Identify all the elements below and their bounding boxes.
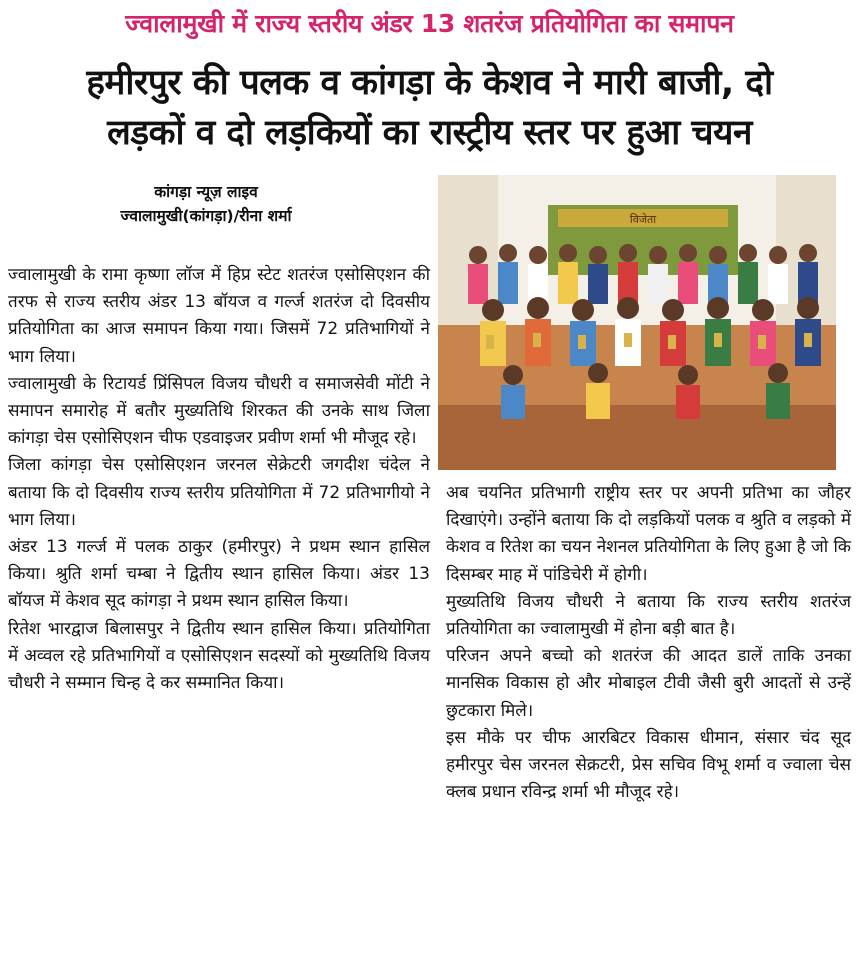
byline (16, 180, 396, 228)
headline-line-2: लड़कों व दो लड़कियों का रास्ट्रीय स्तर पर हुआ चयन (107, 113, 752, 153)
stage-banner-text: विजेता (629, 213, 657, 226)
article-paragraph: परिजन अपने बच्चो को शतरंज की आदत डालें ताकि उनका मानसिक विकास हो और मोबाइल टीवी जैसी बुरी आदतों से उन्हें छुटकारा मिले। (446, 646, 851, 721)
article-paragraph: मुख्यतिथि विजय चौधरी ने बताया कि राज्य स्तरीय शतरंज प्रतियोगिता का ज्वालामुखी में होना बड़ी बात है। (446, 591, 851, 640)
article-column-left (8, 262, 430, 697)
group-photo (438, 175, 836, 470)
main-headline (0, 58, 859, 158)
article-paragraph: इस मौके पर चीफ आरबिटर विकास धीमान, संसार चंद सूद हमीरपुर चेस जरनल सेक्रटरी, प्रेस सचिव विभू शर्मा व ज्वाला चेस क्लब प्रधान रविन्द्र शर्मा भी मौजूद रहे। (446, 727, 851, 803)
group-photo-illustration (438, 175, 836, 470)
kicker-headline: ज्वालामुखी में राज्य स्तरीय अंडर 13 शतरंज प्रतियोगिता का समापन (125, 9, 734, 38)
article-paragraph: ज्वालामुखी के रिटायर्ड प्रिंसिपल विजय चौधरी व समाजसेवी मोंटी ने समापन समारोह में बतौर मुख्यतिथि शिरकत की उनके साथ जिला कांगड़ा चेस एसोसिएशन चीफ एडवाइजर प्रवीण शर्मा भी मौजूद रहे। (8, 373, 430, 449)
byline-source: कांगड़ा न्यूज़ लाइव (154, 183, 258, 201)
article-paragraph: जिला कांगड़ा चेस एसोसिएशन जरनल सेक्रेटरी जगदीश चंदेल ने बताया कि दो दिवसीय राज्य स्तरीय प्रतियोगिता में 72 प्रतिभागीयो ने भाग लिया। (8, 455, 430, 530)
byline-reporter: ज्वालामुखी(कांगड़ा)/रीना शर्मा (120, 207, 292, 225)
article-paragraph: अब चयनित प्रतिभागी राष्ट्रीय स्तर पर अपनी प्रतिभा का जौहर दिखाएंगे। उन्होंने बताया कि दो लड़कियों पलक व श्रुति व लड़को में केशव व रितेश का चयन नेशनल प्रतियोगिता के लिए हुआ है जो कि दिसम्बर माह में पांडिचेरी में होगी। (446, 483, 851, 585)
article-paragraph: ज्वालामुखी के रामा कृष्णा लॉज में हिप्र स्टेट शतरंज एसोसिएशन की तरफ से राज्य स्तरीय अंडर 13 बॉयज व गर्ल्ज शतरंज दो दिवसीय प्रतियोगिता का आज समापन किया गया। जिसमें 72 प्रतिभागियों ने भाग लिया। (8, 265, 430, 367)
article-paragraph: रितेश भारद्वाज बिलासपुर ने द्वितीय स्थान हासिल किया। प्रतियोगिता में अव्वल रहे प्रतिभागियों व एसोसिएशन सदस्यों को मुख्यतिथि विजय चौधरी ने सम्मान चिन्ह दे कर सम्मानित किया। (8, 618, 430, 694)
article-paragraph: अंडर 13 गर्ल्ज में पलक ठाकुर (हमीरपुर) ने प्रथम स्थान हासिल किया। श्रुति शर्मा चम्बा ने द्वितीय स्थान हासिल किया। अंडर 13 बॉयज में केशव सूद कांगड़ा ने प्रथम स्थान हासिल किया। (8, 537, 430, 612)
headline-line-1: हमीरपुर की पलक व कांगड़ा के केशव ने मारी बाजी, दो (86, 63, 773, 103)
article-column-right (446, 480, 851, 806)
